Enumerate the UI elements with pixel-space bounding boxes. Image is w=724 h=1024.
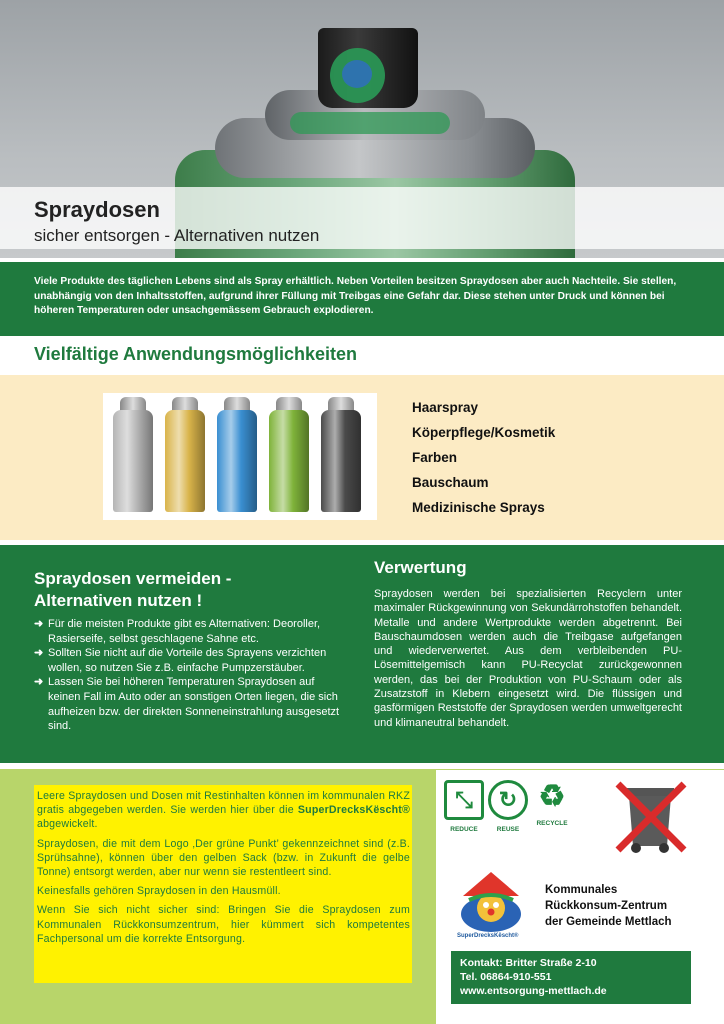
arrow-icon: ➜	[34, 676, 44, 689]
spray-can-cap	[120, 397, 146, 411]
bullet-text: Für die meisten Produkte gibt es Alternativen: Deoroller, Rasierseife, selbst geschlagene Sahne etc.	[48, 618, 321, 645]
bullet-text: Lassen Sie bei höheren Temperaturen Spraydosen auf keinen Fall im Auto oder an sonstigen Orten liegen, die sich aufheizen bzw. der direkten Sonneneinstrahlung ausgesetzt sind.	[48, 676, 340, 733]
uses-list-item: Farben	[412, 450, 458, 465]
disposal-paragraph: Wenn Sie sich nicht sicher sind: Bringen Sie die Spraydosen zum Kommunalen Rückkonsumzentrum, hier kümmert sich kompetentes Fachpersonal um die korrekte Entsorgung.	[37, 904, 410, 945]
recycle-icon: ♻	[538, 780, 566, 813]
uses-heading: Vielfältige Anwendungsmöglichkeiten	[34, 344, 358, 364]
spray-can	[321, 410, 361, 512]
uses-list-item: Medizinische Sprays	[412, 500, 545, 515]
uses-list	[412, 399, 555, 524]
spray-can-cap	[328, 397, 354, 411]
paint-splash	[342, 60, 372, 88]
spray-can-cap	[224, 397, 250, 411]
spray-can-cap	[276, 397, 302, 411]
spray-can	[113, 410, 153, 512]
disposal-text	[37, 789, 410, 951]
crossed-bin-icon	[612, 778, 690, 854]
intro-text: Viele Produkte des täglichen Lebens sind als Spray erhältlich. Neben Vorteilen besitzen Spraydosen aber auch Nachteile. Sie stellen, unabhängig von den Inhaltsstoffen, aufgrund ihrer Füllung mit Treibgas eine Gefahr dar. Diese stehen unter Druck und können bei höheren Temperaturen oder unsachgemässem Gebrauch explodieren.	[34, 276, 677, 316]
avoid-heading-line: Alternativen nutzen !	[34, 591, 203, 610]
contact-text	[460, 956, 607, 998]
disposal-paragraph: Spraydosen, die mit dem Logo ‚Der grüne Punkt’ gekennzeichnet sind (z.B. Sprühsahne), können über den gelben Sack (bzw. in Zukunft die gelbe Tonne) entsorgt werden, aber nur wenn sie restentleert sind.	[37, 837, 410, 879]
avoid-bullets	[34, 617, 349, 734]
rrr-label: REDUCE	[450, 826, 478, 833]
reduce-icon: ⤡	[444, 780, 484, 820]
contact-address: Kontakt: Britter Straße 2-10	[460, 957, 597, 969]
bullet-item	[34, 646, 349, 675]
paint-splash	[290, 112, 450, 134]
rrr-label: RECYCLE	[536, 820, 568, 827]
uses-list-item: Haarspray	[412, 400, 479, 415]
superdreckskescht-logo	[455, 870, 527, 940]
brand-name: SuperDrecksKëscht®	[297, 804, 410, 817]
organization-name	[545, 882, 672, 930]
reduce-item	[442, 780, 486, 833]
contact-phone: Tel. 06864-910-551	[460, 971, 552, 983]
page-title: Spraydosen	[34, 197, 160, 222]
uses-list-item: Köperpflege/Kosmetik	[412, 425, 556, 440]
reuse-icon: ↻	[488, 780, 528, 820]
org-line: Rückkonsum-Zentrum	[545, 900, 668, 912]
reuse-item	[486, 780, 530, 833]
avoid-heading	[34, 568, 334, 612]
spray-can-cap	[172, 397, 198, 411]
verwertung-heading: Verwertung	[374, 558, 467, 577]
bullet-item	[34, 675, 349, 733]
rrr-label: REUSE	[496, 826, 520, 833]
reduce-reuse-recycle	[436, 780, 578, 846]
disposal-text-part: Leere Spraydosen und Dosen mit Restinhalten können im kommunalen RKZ gratis abgegeben werden. Sie werden hier über die	[37, 790, 410, 817]
page-subtitle: sicher entsorgen - Alternativen nutzen	[34, 226, 320, 245]
disposal-paragraph: Keinesfalls gehören Spraydosen in den Hausmüll.	[37, 885, 281, 898]
bullet-item	[34, 617, 349, 646]
arrow-icon: ➜	[34, 647, 44, 660]
spray-can	[217, 410, 257, 512]
logo-caption: SuperDrecksKëscht®	[457, 933, 519, 939]
org-line: der Gemeinde Mettlach	[545, 916, 672, 928]
spray-can	[269, 410, 309, 512]
avoid-heading-line: Spraydosen vermeiden -	[34, 569, 232, 588]
bullet-text: Sollten Sie nicht auf die Vorteile des Sprayens verzichten wollen, so nutzen Sie z.B. einfache Pumpzerstäuber.	[48, 647, 327, 674]
uses-list-item: Bauschaum	[412, 475, 489, 490]
disposal-text-part: abgewickelt.	[37, 818, 98, 831]
org-line: Kommunales	[545, 884, 618, 896]
contact-website[interactable]: www.entsorgung-mettlach.de	[460, 985, 607, 997]
spray-can	[165, 410, 205, 512]
verwertung-text: Spraydosen werden bei spezialisierten Recyclern unter maximaler Rückgewinnung von Sekundärrohstoffen behandelt. Metalle und andere Wertprodukte werden abgetrennt. Bei Bauschaumdosen werden auch die Treibgase aufgefangen und wiederverwertet. Aus dem verbleibenden PU-Lösemittelgemisch kann PU-Recyclat zurückgewonnen werden, das bei der Produktion von PU-Schaum oder als Zusatzstoff in Klebern eingesetzt wird. Die flüssigen und gasförmigen Reststoffe der Spraydosen werden umweltgerecht und klimaneutral behandelt.	[374, 588, 682, 729]
arrow-icon: ➜	[34, 618, 44, 630]
disposal-paragraph	[37, 789, 410, 832]
recycle-item	[530, 780, 574, 827]
